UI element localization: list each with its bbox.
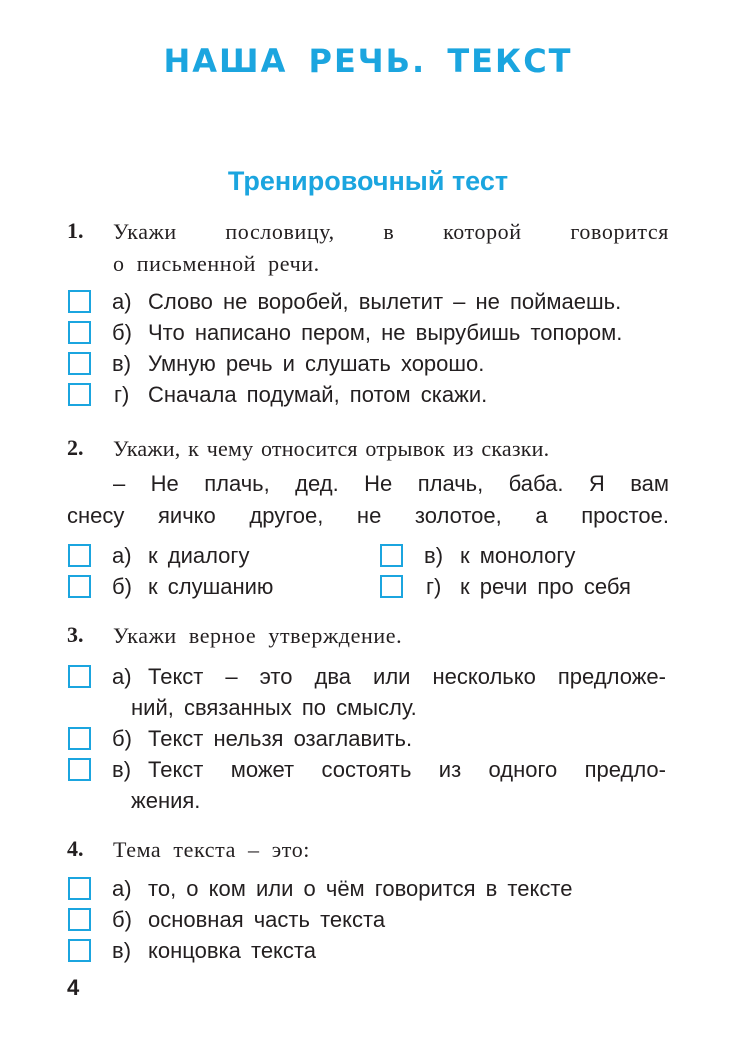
answer-text: Что написано пером, не вырубишь топором. bbox=[148, 320, 623, 345]
answer-letter: б) bbox=[112, 320, 132, 345]
answer-checkbox[interactable] bbox=[68, 908, 91, 931]
answer-letter: в) bbox=[112, 757, 132, 782]
answer-letter: а) bbox=[112, 543, 132, 568]
question-2-number: 2. bbox=[67, 435, 84, 460]
answer-letter: в) bbox=[112, 351, 132, 376]
answer-letter: а) bbox=[112, 876, 132, 901]
question-4-number: 4. bbox=[67, 836, 84, 861]
answer-letter: г) bbox=[114, 382, 130, 407]
answer-letter: б) bbox=[112, 907, 132, 932]
answer-checkbox[interactable] bbox=[68, 939, 91, 962]
answer-letter: в) bbox=[424, 543, 444, 568]
page-number: 4 bbox=[67, 975, 80, 1000]
answer-letter: б) bbox=[112, 726, 132, 751]
answer-text: Умную речь и слушать хорошо. bbox=[148, 351, 485, 376]
answer-text: Сначала подумай, потом скажи. bbox=[148, 382, 488, 407]
answer-checkbox[interactable] bbox=[380, 575, 403, 598]
answer-text-line2: ний, связанных по смыслу. bbox=[131, 695, 417, 720]
answer-text: основная часть текста bbox=[148, 907, 386, 932]
answer-checkbox[interactable] bbox=[68, 665, 91, 688]
answer-text-line1: Текст – это два или несколько предложе- bbox=[148, 664, 666, 689]
answer-text: Текст нельзя озаглавить. bbox=[148, 726, 413, 751]
answer-checkbox[interactable] bbox=[68, 575, 91, 598]
question-3-number: 3. bbox=[67, 622, 84, 647]
answer-text: к речи про себя bbox=[460, 574, 631, 599]
question-1-text-line2: о письменной речи. bbox=[113, 251, 320, 276]
question-1-text-line1: Укажи пословицу, в которой говорится bbox=[113, 219, 669, 244]
answer-text: к монологу bbox=[460, 543, 576, 568]
answer-checkbox[interactable] bbox=[68, 727, 91, 750]
answer-checkbox[interactable] bbox=[68, 383, 91, 406]
answer-checkbox[interactable] bbox=[68, 321, 91, 344]
answer-checkbox[interactable] bbox=[68, 290, 91, 313]
quote-line1: – Не плачь, дед. Не плачь, баба. Я вам bbox=[113, 471, 669, 496]
question-3-text: Укажи верное утверждение. bbox=[113, 623, 403, 648]
test-subtitle: Тренировочный тест bbox=[227, 166, 509, 196]
answer-checkbox[interactable] bbox=[68, 758, 91, 781]
page-title: НАША РЕЧЬ. ТЕКСТ bbox=[163, 42, 573, 80]
question-2-text: Укажи, к чему относится отрывок из сказки. bbox=[113, 436, 550, 461]
answer-text: концовка текста bbox=[148, 938, 316, 963]
answer-checkbox[interactable] bbox=[68, 877, 91, 900]
answer-text: к диалогу bbox=[148, 543, 250, 568]
answer-text-line2: жения. bbox=[131, 788, 201, 813]
answer-text-line1: Текст может состоять из одного предло- bbox=[148, 757, 666, 782]
answer-letter: а) bbox=[112, 664, 132, 689]
answer-letter: б) bbox=[112, 574, 132, 599]
answer-checkbox[interactable] bbox=[68, 544, 91, 567]
answer-text: к слушанию bbox=[148, 574, 274, 599]
answer-letter: в) bbox=[112, 938, 132, 963]
answer-text: то, о ком или о чём говорится в тексте bbox=[148, 876, 573, 901]
answer-letter: а) bbox=[112, 289, 132, 314]
quote-line2: снесу яичко другое, не золотое, а простое. bbox=[67, 503, 669, 528]
question-4-text: Тема текста – это: bbox=[113, 837, 311, 862]
answer-checkbox[interactable] bbox=[380, 544, 403, 567]
answer-text: Слово не воробей, вылетит – не поймаешь. bbox=[148, 289, 622, 314]
question-1-number: 1. bbox=[67, 218, 84, 243]
answer-letter: г) bbox=[426, 574, 442, 599]
answer-checkbox[interactable] bbox=[68, 352, 91, 375]
